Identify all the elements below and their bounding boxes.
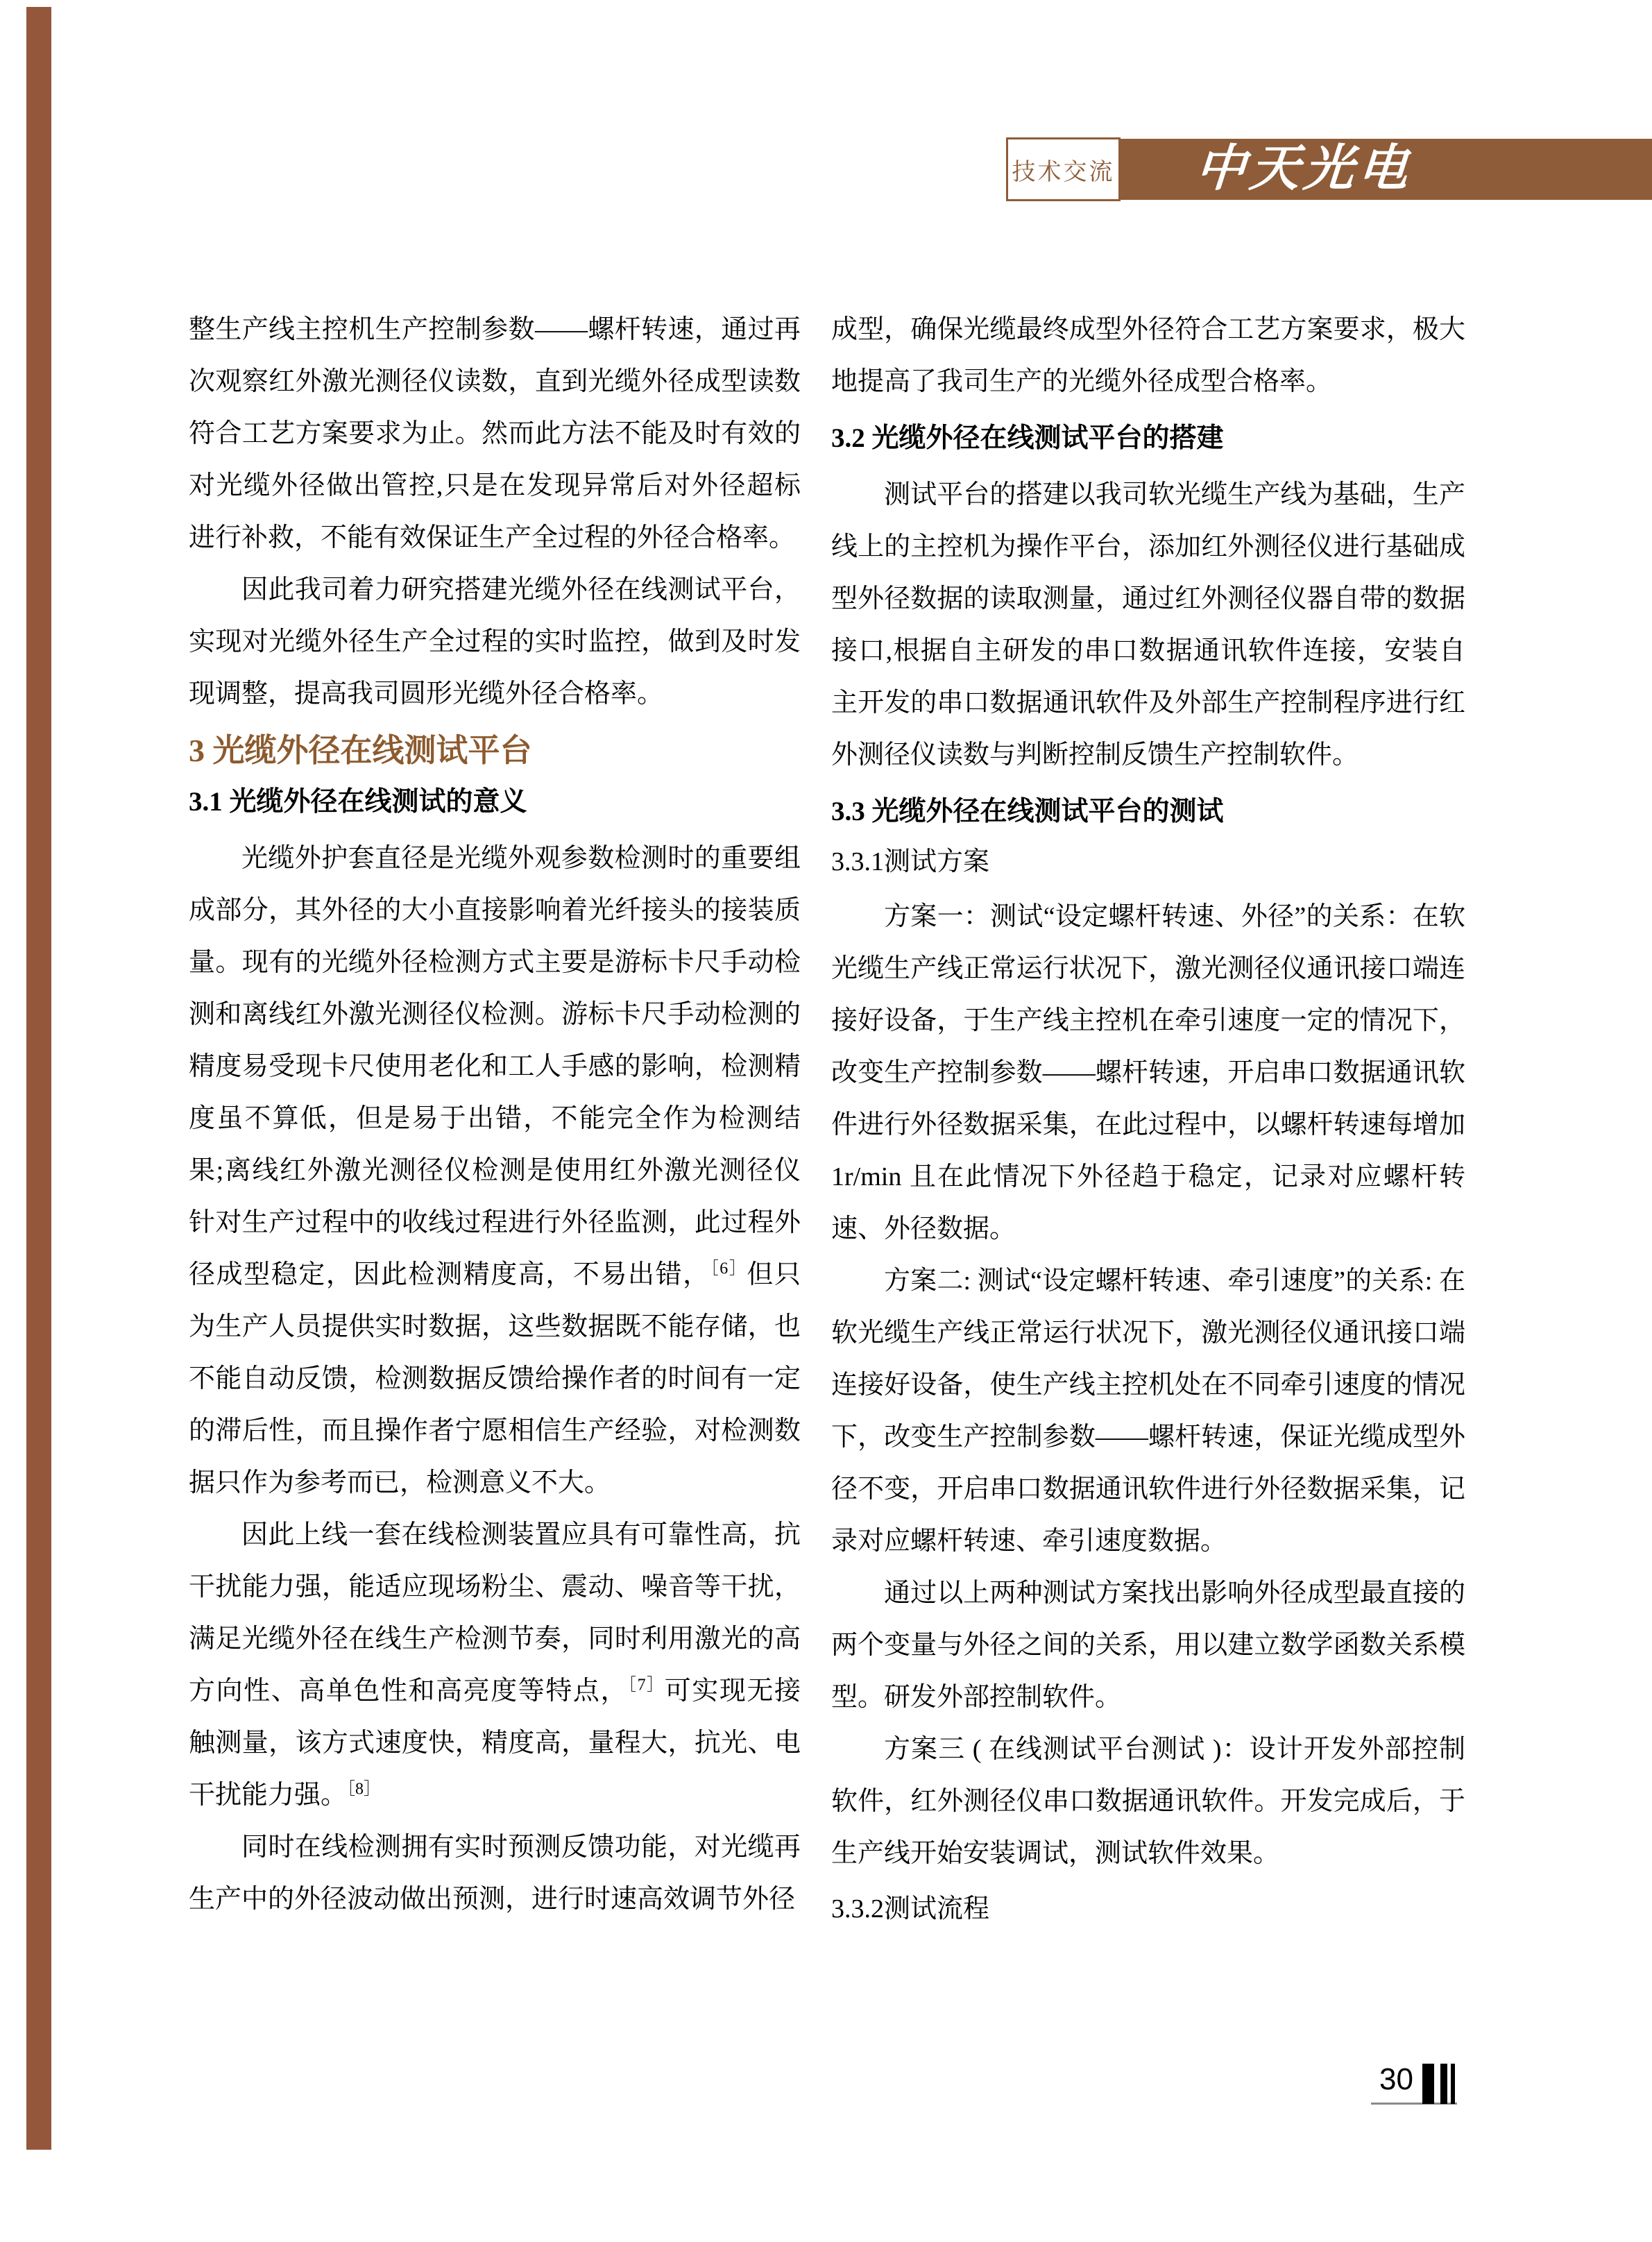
citation-ref-6: ［6］	[710, 1259, 747, 1278]
footer-bar-medium	[1440, 2064, 1447, 2104]
section-heading-3-2: 3.2 光缆外径在线测试平台的搭建	[831, 423, 1224, 453]
paragraph-summary: 通过以上两种测试方案找出影响外径成型最直接的两个变量与外径之间的关系，用以建立数学函数关系模型。研发外部控制软件。	[831, 1579, 1465, 1712]
paragraph: 测试平台的搭建以我司软光缆生产线为基础，生产线上的主控机为操作平台，添加红外测径仪进行基础成型外径数据的读取测量，通过红外测径仪器自带的数据接口,根据自主研发的串口数据通讯软件连接，安装自主开发的串口数据通讯软件及外部生产控制程序进行红外测径仪读数与判断控制反馈生产控制软件。	[831, 480, 1465, 770]
paragraph-text: 光缆外护套直径是光缆外观参数检测时的重要组成部分，其外径的大小直接影响着光纤接头的接装质量。现有的光缆外径检测方式主要是游标卡尺手动检测和离线红外激光测径仪检测。游标卡尺手动检测的精度易受现卡尺使用老化和工人手感的影响，检测精度虽不算低，但是易于出错，不能完全作为检测结果;离线红外激光测径仪检测是使用红外激光测径仪针对生产过程中的收线过程进行外径监测，此过程外径成型稳定，因此检测精度高，不易出错，	[189, 844, 801, 1289]
left-edge-stripe	[26, 7, 51, 2150]
right-column	[831, 304, 1465, 1938]
section-heading-3-3-1: 3.3.1测试方案	[831, 847, 990, 876]
section-heading-3-3: 3.3 光缆外径在线测试平台的测试	[831, 797, 1224, 826]
paragraph-text: 因此上线一套在线检测装置应具有可靠性高，抗干扰能力强，能适应现场粉尘、震动、噪音等干扰，满足光缆外径在线生产检测节奏，同时利用激光的高方向性、高单色性和高亮度等特点，	[189, 1520, 801, 1706]
paragraph-continuation: 成型，确保光缆最终成型外径符合工艺方案要求，极大地提高了我司生产的光缆外径成型合格率。	[831, 315, 1465, 396]
paragraph-plan1: 方案一：测试“设定螺杆转速、外径”的关系：在软光缆生产线正常运行状况下，激光测径仪通讯接口端连接好设备，于生产线主控机在牵引速度一定的情况下，改变生产控制参数——螺杆转速，开启串口数据通讯软件进行外径数据采集，在此过程中，以螺杆转速每增加 1r/min 且在此情况下外径趋于稳定，记录对应螺杆转速、外径数据。	[831, 902, 1465, 1243]
section-heading-3-1: 3.1 光缆外径在线测试的意义	[189, 787, 527, 817]
section-heading-3: 3 光缆外径在线测试平台	[189, 733, 532, 768]
citation-ref-8: ［8］	[347, 1780, 381, 1799]
paragraph	[189, 833, 801, 1509]
paragraph: 因此我司着力研究搭建光缆外径在线测试平台，实现对光缆外径生产全过程的实时监控，做到及时发现调整，提高我司圆形光缆外径合格率。	[189, 575, 801, 708]
paragraph-text: 可实现无接触测量，该方式速度快，精度高，量程大，抗光、电干扰能力强。	[189, 1676, 801, 1810]
citation-ref-7: ［7］	[628, 1676, 665, 1695]
paragraph-text: 但只为生产人员提供实时数据，这些数据既不能存储，也不能自动反馈，检测数据反馈给操作者的时间有一定的滞后性，而且操作者宁愿相信生产经验，对检测数据只作为参考而已，检测意义不大。	[189, 1260, 801, 1497]
footer-bar-thin	[1451, 2064, 1455, 2104]
header-section-tag-label: 技术交流	[1012, 158, 1115, 185]
paragraph-plan3: 方案三 ( 在线测试平台测试 )：设计开发外部控制软件，红外测径仪串口数据通讯软件。开发完成后，于生产线开始安装调试，测试软件效果。	[831, 1735, 1465, 1868]
section-heading-3-3-2: 3.3.2测试流程	[831, 1894, 990, 1923]
brand-logo: 中天光电	[1193, 141, 1414, 196]
footer-bar-thick	[1422, 2064, 1434, 2104]
paragraph: 同时在线检测拥有实时预测反馈功能，对光缆再生产中的外径波动做出预测，进行时速高效调节外径	[189, 1833, 801, 1914]
header-section-tag	[1006, 137, 1121, 201]
paragraph-plan2: 方案二: 测试“设定螺杆转速、牵引速度”的关系: 在软光缆生产线正常运行状况下，激光测径仪通讯接口端连接好设备，使生产线主控机处在不同牵引速度的情况下，改变生产控制参数——螺杆转速，保证光缆成型外径不变，开启串口数据通讯软件进行外径数据采集，记录对应螺杆转速、牵引速度数据。	[831, 1266, 1465, 1556]
paragraph	[189, 1509, 801, 1821]
header-brand-band	[1119, 139, 1652, 200]
page-number: 30	[1379, 2062, 1413, 2096]
paragraph-continuation: 整生产线主控机生产控制参数——螺杆转速，通过再次观察红外激光测径仪读数，直到光缆外径成型读数符合工艺方案要求为止。然而此方法不能及时有效的对光缆外径做出管控,只是在发现异常后对外径超标进行补救，不能有效保证生产全过程的外径合格率。	[189, 315, 801, 552]
left-column	[189, 304, 801, 1926]
